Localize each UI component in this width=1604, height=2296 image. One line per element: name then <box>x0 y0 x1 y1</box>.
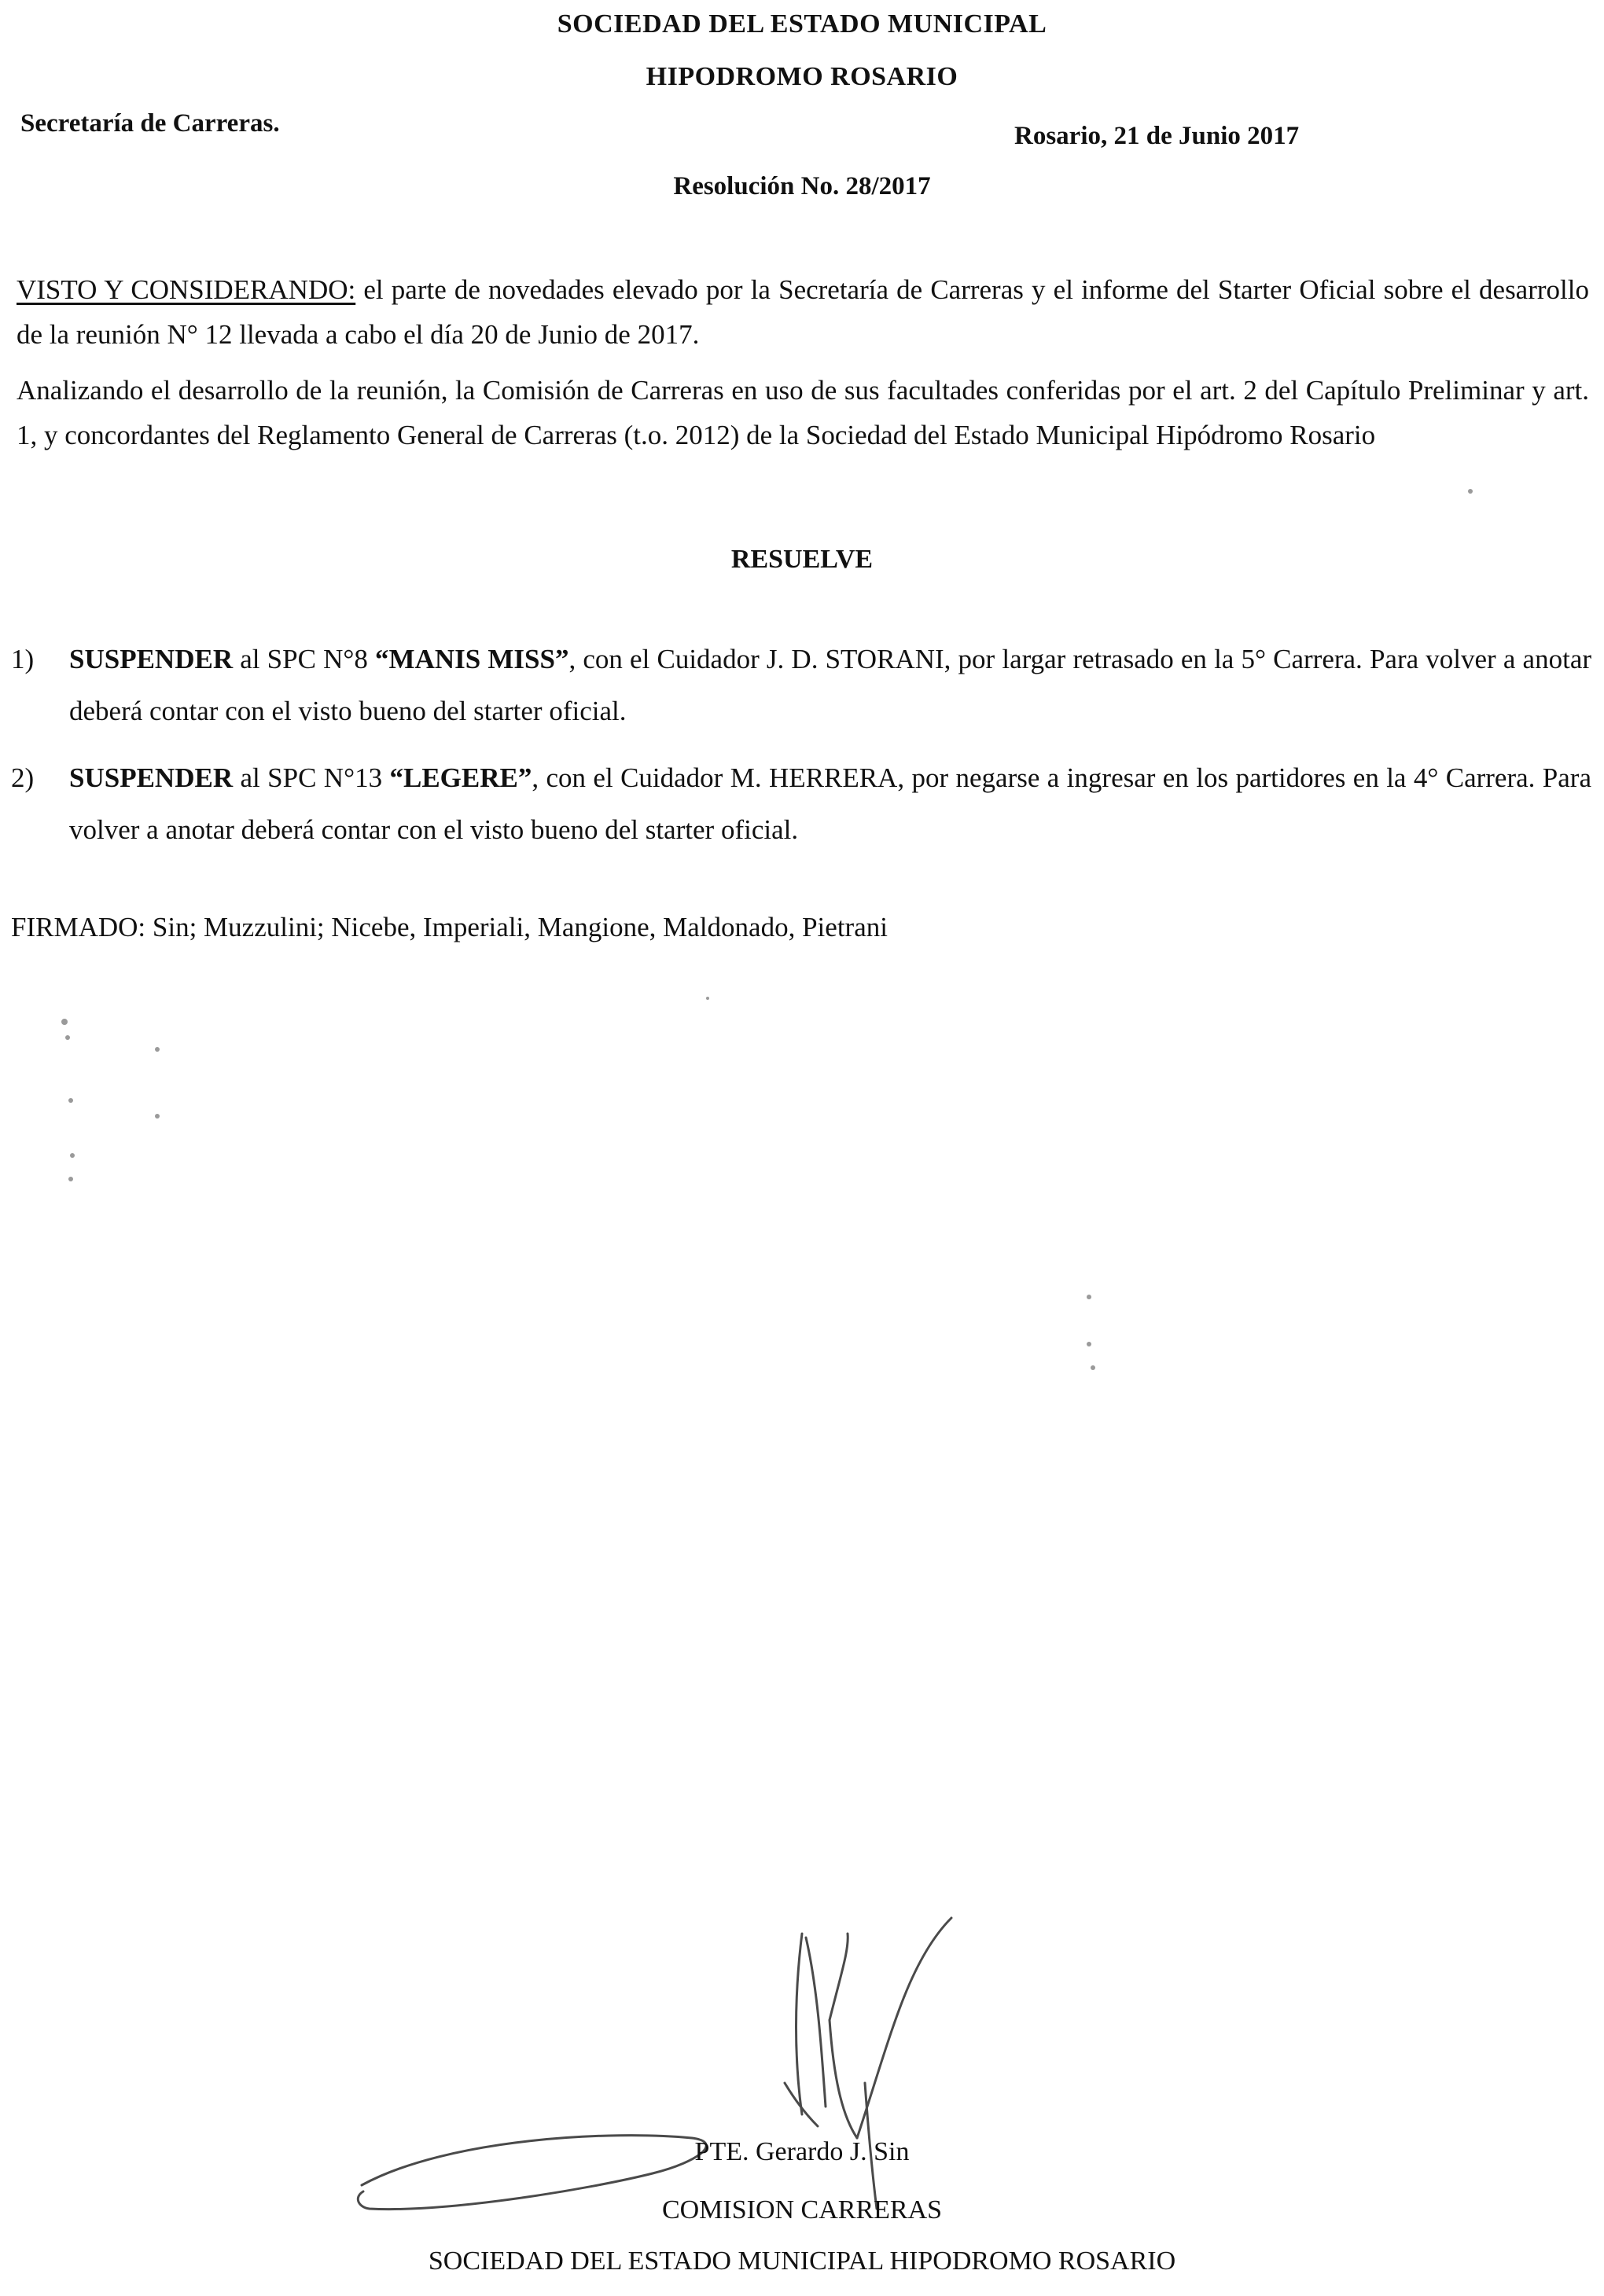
signatory-name: PTE. Gerardo J. Sin <box>694 2137 910 2166</box>
item-number: 1) <box>11 644 35 674</box>
resolution-number: Resolución No. 28/2017 <box>673 172 931 200</box>
item-pre: al SPC N°8 <box>233 644 376 674</box>
signatory-organization: SOCIEDAD DEL ESTADO MUNICIPAL HIPODROMO ROSARIO <box>428 2246 1176 2276</box>
analisis-paragraph: Analizando el desarrollo de la reunión, la Comisión de Carreras en uso de sus facultades conferidas por el art. 2 del Capítulo Preliminar y art. 1, y concordantes del Reglamento General de Carreras (t.o. 2012) de la Sociedad del Estado Municipal Hipódromo Rosario <box>17 375 1589 450</box>
resuelve-heading: RESUELVE <box>730 545 874 574</box>
department-label: Secretaría de Carreras. <box>20 109 280 138</box>
item-horse-name: “MANIS MISS” <box>375 644 569 674</box>
header-hipodromo-name: HIPODROMO ROSARIO <box>646 62 958 91</box>
item-verb: SUSPENDER <box>69 644 234 674</box>
item-pre: al SPC N°13 <box>233 762 390 793</box>
handwritten-signature <box>354 1902 1061 2232</box>
signatory-role: COMISION CARRERAS <box>661 2195 943 2224</box>
document-date: Rosario, 21 de Junio 2017 <box>1014 122 1300 150</box>
signatories-line: FIRMADO: Sin; Muzzulini; Nicebe, Imperiali, Mangione, Maldonado, Pietrani <box>11 912 888 942</box>
item-verb: SUSPENDER <box>69 762 234 793</box>
item-post: , con el Cuidador J. D. STORANI, por largar retrasado en la 5° Carrera. Para volver a anotar deberá contar con el visto bueno del starter oficial. <box>69 644 1592 726</box>
visto-label: VISTO Y CONSIDERANDO: <box>17 274 356 305</box>
item-post: , con el Cuidador M. HERRERA, por negarse a ingresar en los partidores en la 4° Carrera. Para volver a anotar deberá contar con el visto bueno del starter oficial. <box>69 762 1591 845</box>
item-horse-name: “LEGERE” <box>389 762 532 793</box>
visto-text: el parte de novedades elevado por la Secretaría de Carreras y el informe del Starter Oficial sobre el desarrollo de la reunión N° 12 llevada a cabo el día 20 de Junio de 2017. <box>17 274 1589 350</box>
item-number: 2) <box>11 762 35 793</box>
header-org-name: SOCIEDAD DEL ESTADO MUNICIPAL <box>557 9 1047 39</box>
